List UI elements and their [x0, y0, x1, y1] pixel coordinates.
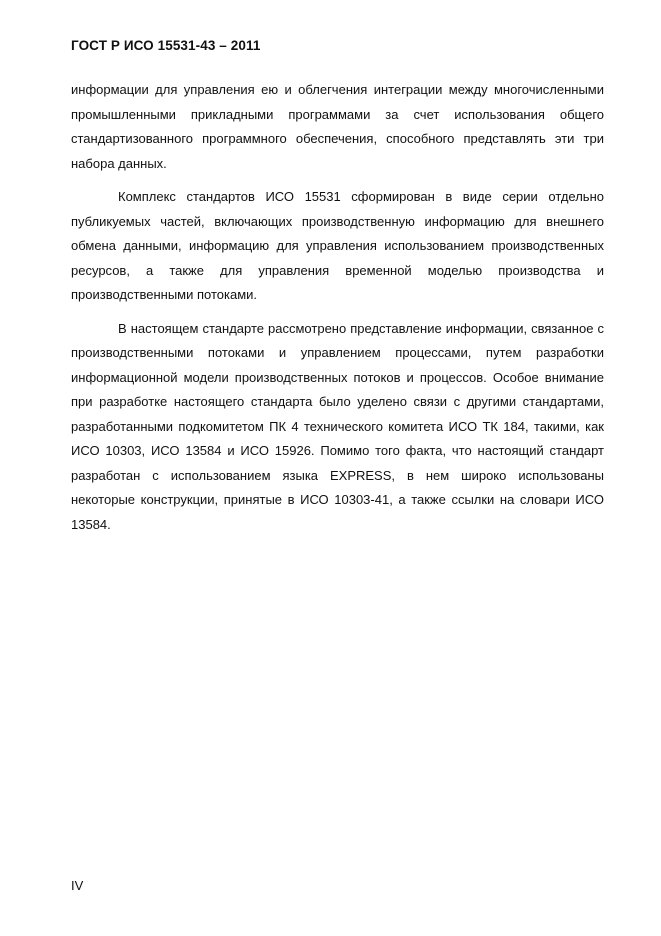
page-number: IV — [71, 878, 84, 893]
paragraph-continuation: информации для управления ею и облегчения интеграции между многочисленными промышленными прикладными программами за счет использования общего стандартизованного программного обеспечения, способного представлять эти три набора данных. — [71, 82, 604, 171]
paragraph-standard-scope: В настоящем стандарте рассмотрено представление информации, связанное с производственными потоками и управлением процессами, путем разработки информационной модели производственных потоков и процессов. Особое внимание при разработке настоящего стандарта было уделено связи с другими стандартами, разработанными подкомитетом ПК 4 технического комитета ИСО ТК 184, такими, как ИСО 10303, ИСО 13584 и ИСО 15926. Помимо того факта, что настоящий стандарт разработан с использованием языка EXPRESS, в нем широко использованы некоторые конструкции, принятые в ИСО 10303-41, а также ссылки на словари ИСО 13584. — [71, 320, 604, 532]
document-body — [71, 78, 604, 537]
document-header-standard-id: ГОСТ Р ИСО 15531-43 – 2011 — [71, 38, 261, 53]
paragraph-iso-15531-series: Комплекс стандартов ИСО 15531 сформирован в виде серии отдельно публикуемых частей, включающих производственную информацию для внешнего обмена данными, информацию для управления использованием производственных ресурсов, а также для управления временной моделью производства и производственными потоками. — [71, 189, 604, 302]
